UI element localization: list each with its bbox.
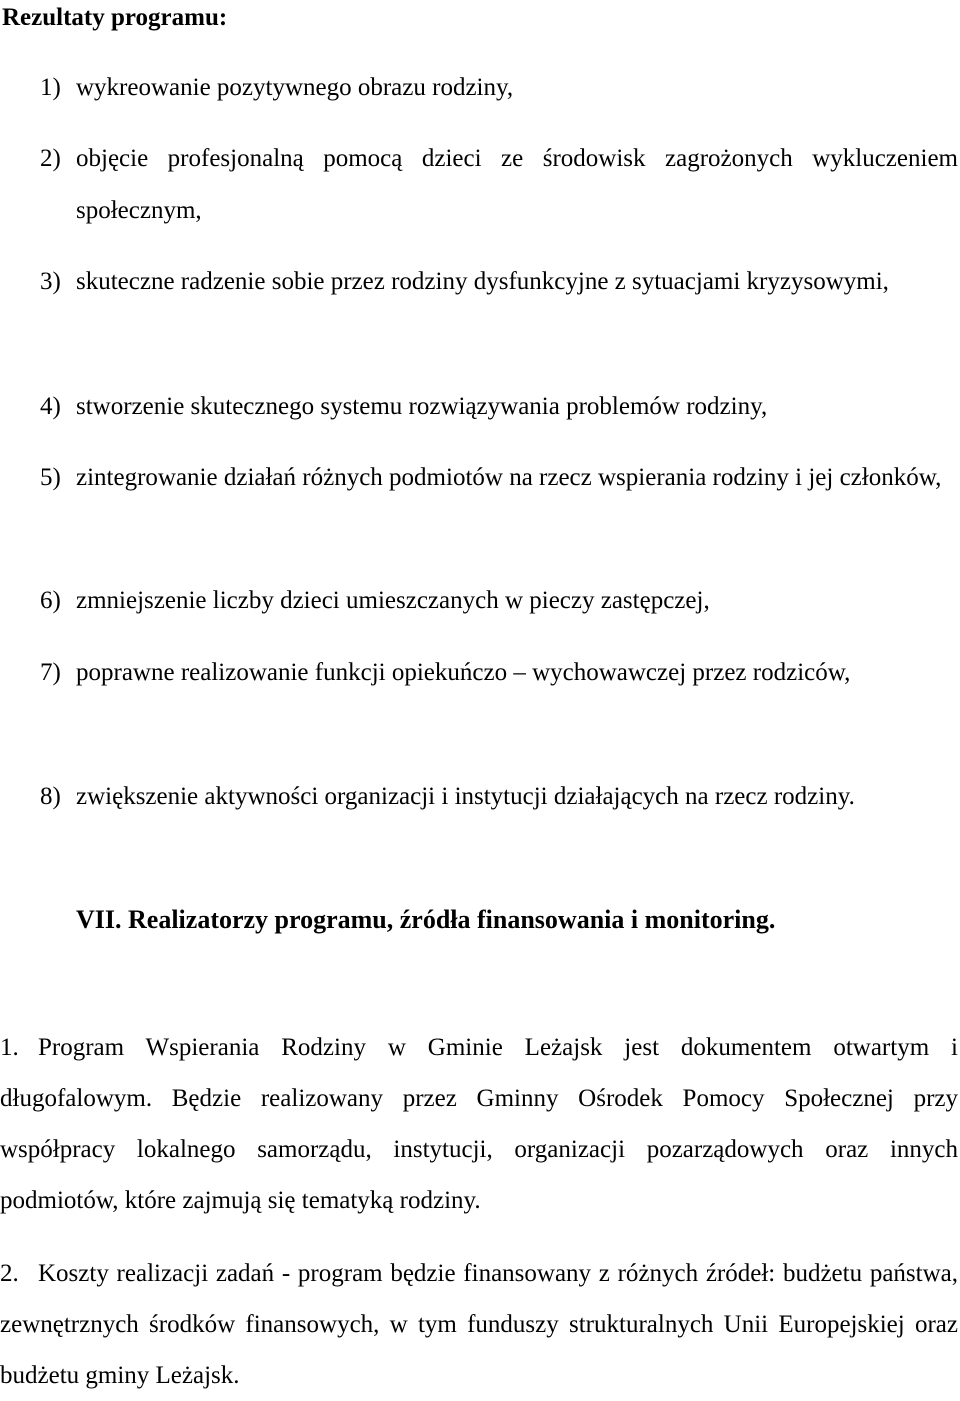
paragraph	[0, 1022, 958, 1226]
list-item-number: 3)	[40, 268, 61, 295]
paragraph-number: 2.	[0, 1260, 19, 1287]
list-item	[40, 771, 958, 823]
list-item-number: 7)	[40, 659, 61, 686]
paragraph-number: 1.	[0, 1034, 19, 1061]
paragraph-text: Koszty realizacji zadań - program będzie finansowany z różnych źródeł: budżetu państwa, zewnętrznych środków finansowych, w tym funduszy strukturalnych Unii Europejskiej oraz budżetu gminy Leżajsk.	[0, 1260, 958, 1389]
list-item	[40, 452, 958, 504]
list-item	[40, 256, 958, 308]
list-item-text: stworzenie skutecznego systemu rozwiązywania problemów rodziny,	[76, 393, 768, 420]
paragraph-text: Program Wspierania Rodziny w Gminie Leżajsk jest dokumentem otwartym i długofalowym. Będzie realizowany przez Gminny Ośrodek Pomocy Społecznej przy współpracy lokalnego samorządu, instytucji, organizacji pozarządowych oraz innych podmiotów, które zajmują się tematyką rodziny.	[0, 1034, 958, 1214]
list-item-text: wykreowanie pozytywnego obrazu rodziny,	[76, 74, 514, 101]
list-item-number: 1)	[40, 74, 61, 101]
list-item-text: objęcie profesjonalną pomocą dzieci ze środowisk zagrożonych wykluczeniem społecznym,	[76, 145, 958, 224]
list-item-text: zintegrowanie działań różnych podmiotów na rzecz wspierania rodziny i jej członków,	[76, 464, 942, 491]
list-item-number: 6)	[40, 587, 61, 614]
list-item	[40, 133, 958, 237]
section-title: VII. Realizatorzy programu, źródła finansowania i monitoring.	[76, 905, 776, 934]
list-item	[40, 381, 958, 433]
list-item-text: zmniejszenie liczby dzieci umieszczanych w pieczy zastępczej,	[76, 587, 710, 614]
list-item-text: zwiększenie aktywności organizacji i instytucji działających na rzecz rodziny.	[76, 783, 855, 810]
list-item	[40, 62, 958, 114]
list-item-number: 8)	[40, 783, 61, 810]
list-item	[40, 575, 958, 627]
list-item-number: 2)	[40, 145, 61, 172]
results-heading: Rezultaty programu:	[2, 4, 228, 31]
list-item-number: 5)	[40, 464, 61, 491]
list-item-text: skuteczne radzenie sobie przez rodziny dysfunkcyjne z sytuacjami kryzysowymi,	[76, 268, 889, 295]
paragraph	[0, 1248, 958, 1401]
list-item-text: poprawne realizowanie funkcji opiekuńczo – wychowawczej przez rodziców,	[76, 659, 851, 686]
list-item-number: 4)	[40, 393, 61, 420]
list-item	[40, 647, 958, 699]
